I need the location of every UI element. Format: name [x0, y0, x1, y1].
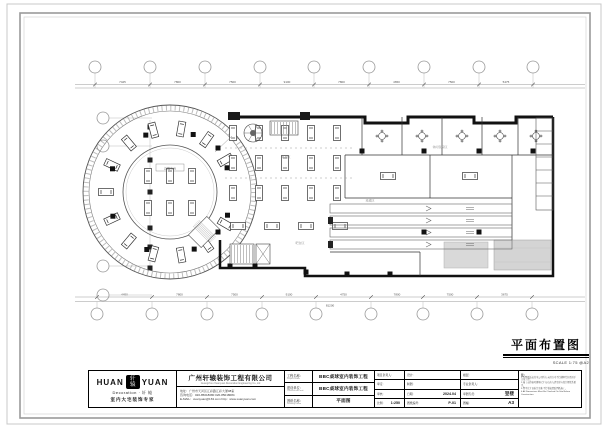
dim-top: 9100 — [283, 80, 291, 84]
signoff-column-3: 楼层: 专业负责人: 审图专员: 翌楼 图幅: A3 — [461, 371, 519, 407]
client-name-value: BBC桌球室内装饰工程 — [319, 385, 368, 391]
dim-bottom: 7500 — [231, 292, 238, 297]
company-name: 广州轩辕装饰工程有限公司 — [188, 374, 273, 382]
company-logo — [89, 371, 177, 407]
title-block — [88, 370, 582, 408]
dim-bottom: 9100 — [285, 292, 293, 297]
dim-top: 7800 — [174, 80, 181, 84]
dim-bottom: 3675 — [501, 292, 508, 297]
sheet-number-value: P-01 — [448, 400, 456, 405]
dim-top: 7800 — [338, 80, 345, 84]
grid-top — [75, 61, 585, 88]
dim-bottom: 7800 — [393, 292, 401, 297]
label-vip-rooms: 休闲包房区 — [432, 145, 448, 149]
dim-top: 7500 — [229, 80, 236, 84]
drawing-name-value: 平面图 — [336, 398, 351, 404]
field-values — [313, 371, 375, 407]
logo-subtitle: 室内大宅装饰专家 — [110, 396, 155, 402]
field-labels: 工程名称: Project name 建设单位: Construction unit 图纸名称: Drawing name — [285, 371, 313, 407]
signoff-column-2: 设计: 制图: 日期: 2024.04 图纸编号: P-01 — [405, 371, 461, 407]
project-name-value: BBC桌球室内装饰工程 — [319, 373, 368, 379]
company-info — [177, 371, 285, 407]
auditor-value: 翌楼 — [504, 390, 514, 396]
label-billiards-area: 桌球区 — [281, 155, 291, 159]
room-tables — [376, 130, 542, 142]
dim-top: 7425 — [119, 80, 126, 84]
company-name-en: Guangzhou Xuanyuan Decoration Engineering Co.,Ltd — [200, 381, 261, 385]
date-value: 2024.04 — [443, 391, 456, 396]
scale-value: 1:250 — [390, 400, 400, 405]
company-seal-icon: 轩 辕 — [126, 375, 140, 389]
company-phone: 咨询电话：020-85018080 020-85018084 — [180, 392, 235, 397]
drawing-title-group — [503, 336, 589, 365]
dim-top: 7500 — [448, 80, 455, 84]
stairs-lift — [230, 244, 270, 264]
logo-text-huan: HUAN — [96, 377, 124, 387]
dim-top: 5475 — [502, 80, 510, 84]
billiard-tables — [230, 126, 478, 230]
dim-bottom: 4450 — [121, 292, 128, 297]
label-bar-area: 吧台区 — [295, 241, 305, 245]
signoff-column-1: 项目负责人: 审定: 审核: 比例: 1:250 — [375, 371, 405, 407]
paper-size-value: A3 — [508, 400, 514, 406]
title-underline — [503, 357, 589, 358]
dim-bottom: 7800 — [176, 292, 183, 297]
dim-bottom: 4750 — [340, 292, 347, 297]
dim-top: 4650 — [393, 80, 400, 84]
company-email: E-MAIL：xuanyuan@163.com http：www.xuanyuan.com — [180, 397, 257, 402]
label-service-counter: 总服务台 — [163, 166, 177, 171]
service-areas — [444, 240, 551, 270]
logo-text-yuan: YUAN — [141, 377, 169, 387]
label-lanes-area: 球道区 — [365, 198, 375, 203]
scale-note: SCALE 1:75 @A2 — [552, 359, 589, 365]
grid-bottom — [75, 293, 585, 321]
dim-total: 81200 — [325, 303, 335, 308]
drawing-title: 平面布置图 — [503, 336, 589, 356]
notes-column: 注: 1.本图纸版权归本公司所有,未经许可不得翻印复制及用于其他工程。 2.施工前请核对现场尺寸,如有出入请及时与设计师联系更正。 3.图中尺寸以标注为准,不得直接量取图纸施工。 4.All Dimensions Must Be Checked On Site Before Construction. — [521, 372, 576, 397]
company-address: 地址：广州市天河区汇彩路汇彩大厦08室 — [180, 388, 235, 393]
dim-bottom: 7500 — [446, 292, 454, 297]
logo-tagline: Decoration · 轩 辕 — [112, 390, 153, 396]
right-shelving — [536, 118, 553, 210]
